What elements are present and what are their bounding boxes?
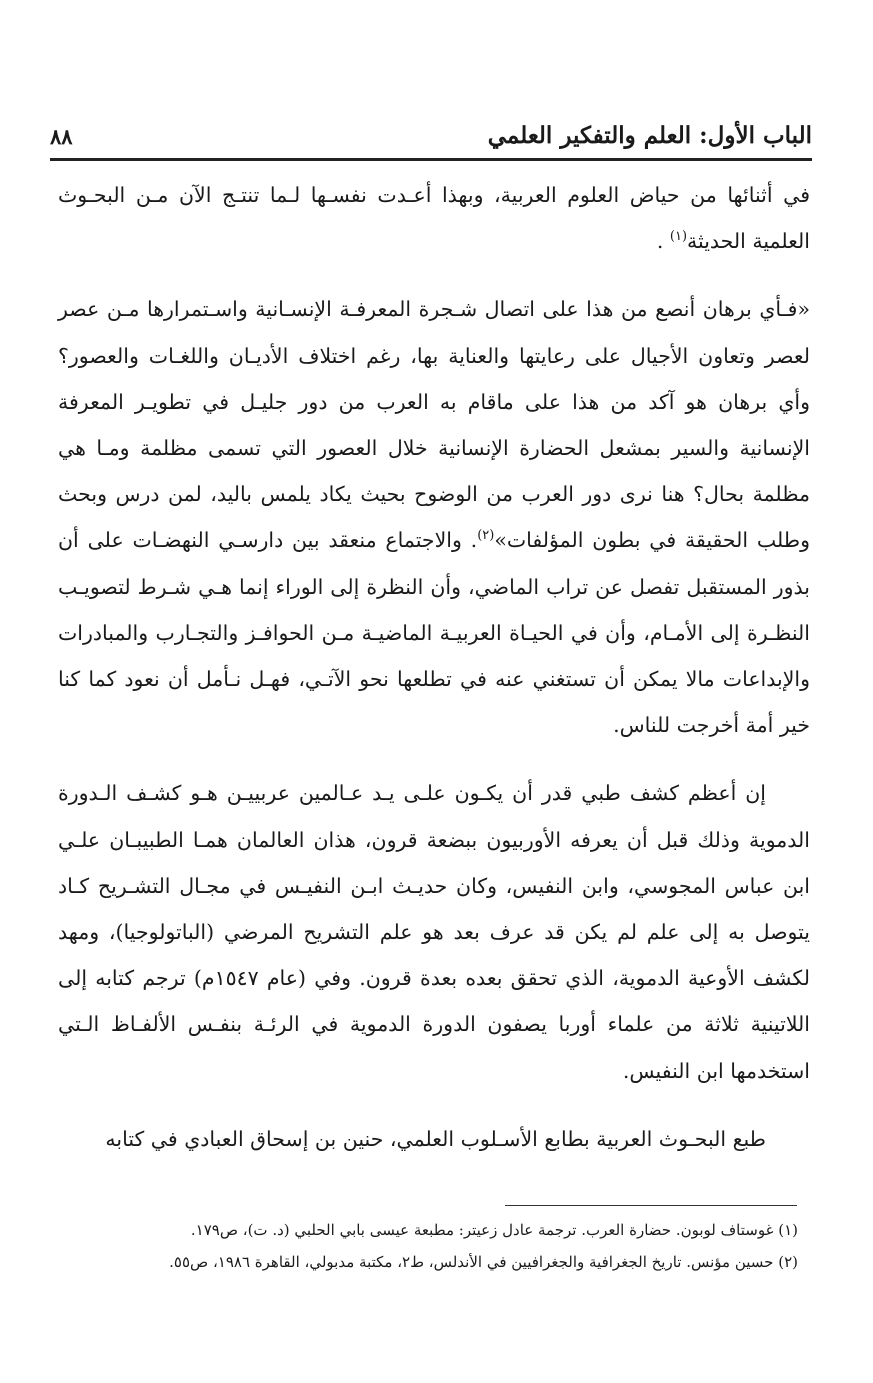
footnote-ref-1: (١) (669, 229, 688, 245)
chapter-title: الباب الأول: العلم والتفكير العلمي (487, 122, 812, 149)
footnote-2: (٢) حسين مؤنس. تاريخ الجغرافية والجغرافيين في الأندلس، ط٢، مكتبة مدبولي، القاهرة ١٩٨٦، ص٥٥. (169, 1253, 798, 1271)
page-number: ٨٨ (50, 124, 73, 149)
footnote-1: (١) غوستاف لوبون. حضارة العرب. ترجمة عادل زعيتر: مطبعة عيسى بابي الحلبي (د. ت)، ص١٧٩. (190, 1221, 798, 1239)
paragraph-1-text: في أثنائها من حياض العلوم العربية، وبهذا أعـدت نفسـها لـما تنتـج الآن مـن البحـوث العلمية الحديثة (58, 183, 810, 254)
paragraph-3: إن أعظم كشف طبي قدر أن يكـون علـى يـد عـالمين عربييـن هـو كشـف الـدورة الدموية وذلك قبل أن يعرفه الأوربيون ببضعة قرون، هذان العالمان همـا الطبيبـان علـي ابن عباس المجوسي، وابن النفيس، وكان حديـث ابـن النفيـس في مجـال التشـريح كـاد يتوصل به إلى علم لم يكن قد عرف بعد هو علم التشريح المرضي (الباتولوجيا)، ومهد لكشف الأوعية الدموية، الذي تحقق بعده بعدة قرون. وفي (عام ١٥٤٧م) ترجم كتابه إلى اللاتينية ثلاثة من علماء أوربا يصفون الدورة الدموية في الرئـة بنفـس الألفـاظ الـتي استخدمها ابن النفيس. (58, 781, 810, 1083)
paragraph-1 (58, 172, 810, 264)
main-text (58, 172, 810, 1162)
paragraph-2 (58, 286, 810, 748)
paragraph-2-quote: «فـأي برهان أنصع من هذا على اتصال شـجرة المعرفـة الإنسـانية واسـتمرارها مـن عصر لعصر وتعاون الأجيال على رعايتها والعناية بها، رغم اختلاف الأديـان واللغـات والعصور؟ وأي برهان هو آكد من هذا على ماقام به العرب من دور جليـل في تطويـر المعرفة الإنسانية والسير بمشعل الحضارة الإنسانية خلال العصور التي تسمى مظلمة ومـا هي مظلمة بحال؟ هنا نرى دور العرب من الوضوح بحيث يكاد يلمس باليد، لمن درس وبحث وطلب الحقيقة في بطون المؤلفات» (58, 297, 810, 553)
paragraph-1-end: . (656, 229, 670, 254)
paragraph-4: طبع البحـوث العربية بطابع الأسـلوب العلمي، حنين بن إسحاق العبادي في كتابه (105, 1126, 766, 1151)
header-divider (50, 158, 812, 161)
footnote-divider (505, 1205, 797, 1206)
footnote-ref-2: (٢) (477, 528, 495, 544)
running-header (50, 118, 812, 158)
paragraph-2-text: . والاجتماع منعقد بين دارسـي النهضـات على أن بذور المستقبل تفصل عن تراب الماضي، وأن النظرة إلى الوراء إنما هـي شـرط لتصويـب النظـرة إلى الأمـام، وأن في الحيـاة العربيـة الماضيـة مـن الحوافـز والتجـارب والمبادرات والإبداعات مالا يمكن أن تستغني عنه في تطلعها نحو الآتـي، فهـل نـأمل أن نعود كما كنا خير أمة أخرجت للناس. (58, 528, 810, 738)
footnotes (80, 1214, 798, 1278)
